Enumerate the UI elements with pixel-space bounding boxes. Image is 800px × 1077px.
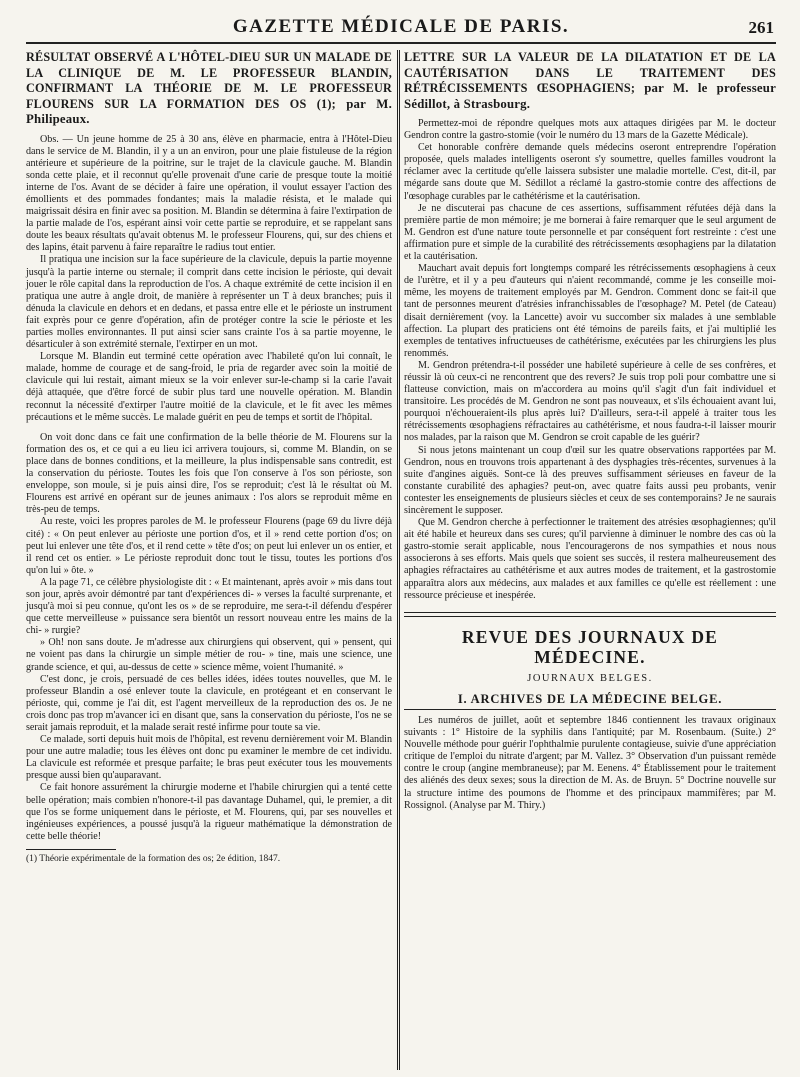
paragraph: On voit donc dans ce fait une confirmation de la belle théorie de M. Flourens sur la formation des os, et ce qui a eu lieu ici arrivera toujours, si, comme M. Blandin, on se place dans de bonnes conditions, et la meilleure, la plus indispensable sans contredit, est la conservation du périoste. Toutes les fois que l'on conserve à l'os son périoste, son enveloppe, son moule, si je puis ainsi dire, l'os se reproduit; c'est là le résultat où M. Flourens est arrivé en opérant sur de jeunes animaux : l'os alors se reproduit même en très-peu de temps. [26,431,392,516]
paragraph: Obs. — Un jeune homme de 25 à 30 ans, élève en pharmacie, entra à l'Hôtel-Dieu dans le service de M. Blandin, il y a un an environ, pour une plaie fistuleuse de la région antérieure et supérieure de la poitrine, sur le trajet de la clavicule gauche. M. Blandin sonda cette plaie, et il reconnut qu'elle provenait d'une carie de presque toute la moitié interne de l'os. Avant de se décider à faire une opération, il voulut essayer l'action des émollients et des pommades fondantes; mais la maladie résista, et le malade qui maigrissait désira en finir avec sa position. M. Blandin se détermina à faire l'extirpation de la partie malade de l'os, espérant ainsi voir cette partie se reproduire, et se rappelant sans doute les beaux résultats qu'avait obtenus M. le professeur Flourens, qui, sur des chiens et des lapins, était parvenu à faire reparaître le radius tout entier. [26,133,392,254]
columns [26,50,776,1070]
byline: par M. le professeur Sédillot, à Strasbourg. [404,81,776,111]
page-number: 261 [748,18,774,37]
paragraph: Si nous jetons maintenant un coup d'œil sur les quatre observations rapportées par M. Gendron, nous en trouvons trois appartenant à des dysphagies très-récentes, survenues à la suite d'angines aiguës. Sont-ce là des preuves suffisamment sérieuses en faveur de la constante curabilité des aphagies? peut-on, avec quatre faits aussi peu probants, venir contester les enseignements de plusieurs siècles et ceux de ses contemporains? Je ne saurais sincèrement le supposer. [404,444,776,516]
paragraph: C'est donc, je crois, persuadé de ces belles idées, idées toutes nouvelles, que M. le professeur Blandin a osé enlever toute la clavicule, en protégeant et en conservant le périoste, qui, comme je l'ai dit, est l'agent merveilleux de la reproduction des os. Je ne crois donc pas trop m'avancer ici en disant que, sans la conservation du périoste, l'os ne se serait jamais reproduit, et la malade serait resté infirme pour toute sa vie. [26,673,392,733]
paragraph: Les numéros de juillet, août et septembre 1846 contiennent les travaux originaux suivants : 1° Histoire de la syphilis dans l'antiquité; par M. Rosenbaum. (Suite.) 2° Nouvelle méthode pour guérir l'ophthalmie purulente contagieuse, suivie d'une appréciation critique de l'emploi du nitrate d'argent; par M. Vallez. 3° Observation d'un puissant remède contre le croup (angine membraneuse); par M. Eenens. 4° Établissement pour le traitement des aliénés des deux sexes; sous la direction de M. As. de Bruyn. 5° Doctrine nouvelle sur la structure intime des poumons de l'homme et des principaux mammifères; par M. Rossignol. (Analyse par M. Thiry.) [404,714,776,811]
left-column [26,50,392,865]
archives-heading: I. ARCHIVES DE LA MÉDECINE BELGE. [404,693,776,710]
section-separator [404,612,776,617]
footnote-rule [26,849,116,850]
paragraph: Que M. Gendron cherche à perfectionner le traitement des atrésies œsophagiennes; qu'il ait été habile et heureux dans ses cures; qu'il parvienne à diminuer le nombre des cas où la gastro-stomie serait applicable, nous l'encouragerons de nos sympathies et nous nous associerons à ses efforts. Mais quels que soient ses succès, il restera malheureusement des aphagies réfractaires au cathétérisme et aux autres modes de traitement, et la gastrostomie apparaîtra alors aux médecins, aux malades et aux familles ce qu'elle est réellement : une ressource précieuse et inespérée. [404,517,776,601]
right-column [404,50,776,812]
paragraph: Ce malade, sorti depuis huit mois de l'hôpital, est revenu dernièrement voir M. Blandin pour une autre maladie; tous les élèves ont donc pu examiner le membre de cet individu. La clavicule est reformée et presque parfaite; le bras peut exécuter tous les mouvements presque aussi bien qu'auparavant. [26,734,392,782]
byline: par M. Philipeaux. [26,96,392,126]
title-text: RÉSULTAT OBSERVÉ A L'HÔTEL-DIEU SUR UN MALADE DE LA CLINIQUE DE M. LE PROFESSEUR BLANDIN, CONFIRMANT LA THÉORIE DE M. LE PROFESSEUR FLOURENS SUR LA FORMATION DES OS (1); [26,50,392,111]
paragraph: Au reste, voici les propres paroles de M. le professeur Flourens (page 69 du livre déjà cité) : « On peut enlever au périoste une portion d'os, et il » rend cette portion d'os; on peut lui enlever une tête d'os, et il rend cette » tête d'os; on peut lui enlever un os entier, et il rend cet os entier. » Le périoste reproduit donc tout le tissu, toutes les portions d'os qu'on lui » ôte. » [26,516,392,576]
paragraph: » Oh! non sans doute. Je m'adresse aux chirurgiens qui observent, qui » pensent, qui ne voient pas dans la chirurgie un simple métier de rou- » tine, mais une science, une grande science, et qui, au-dessus de cette » science même, voient l'humanité. » [26,637,392,673]
paragraph: Mauchart avait depuis fort longtemps comparé les rétrécissements œsophagiens à ceux de l'urètre, et il y a peu d'auteurs qui n'aient recommandé, comme je les conseille moi-même, les moyens de traitement employés par M. Gendron. Comment donc se fait-il que tant de personnes meurent d'atrésies infranchissables de l'œsophage? M. Petel (de Cateau) disait dernièrement (voy. la Lancette) avoir vu succomber six malades à une semblable affection. La plupart des praticiens ont été témoins de pareils faits, et j'ai multiplié les exemples de tentatives infructueuses de cathétérisme, exécutées par les chirurgiens les plus renommés. [404,263,776,359]
journal-title: GAZETTE MÉDICALE DE PARIS. [232,16,570,37]
article-title-sedillot [404,50,776,112]
title-text: LETTRE SUR LA VALEUR DE LA DILATATION ET DE LA CAUTÉRISATION DANS LE TRAITEMENT DES RÉTRÉCISSEMENTS ŒSOPHAGIENS; [404,50,776,95]
paragraph: Cet honorable confrère demande quels médecins oseront entreprendre l'opération proposée, quels malades intelligents oseront s'y soumettre, quelles familles voudront la réclamer avec la certitude qu'elle laissera subsister une maladie mortelle. C'est, dit-il, par mégarde sans doute que M. Sédillot a réclamé la gastro-stomie contre des affections de l'œsophage curables par le cathétérisme et la cautérisation. [404,142,776,202]
paragraph: Lorsque M. Blandin eut terminé cette opération avec l'habileté qu'on lui connaît, le malade, homme de courage et de sang-froid, le pria de regarder avec soin la moitié de clavicule qui lui restait, aimant mieux se la voir enlever sur-le-champ si la carie l'avait déjà attaquée, que d'être forcé de subir plus tard une nouvelle opération. M. Blandin reconnut la nécessité d'extirper l'autre moitié de la clavicule, et le fit avec les mêmes précautions et le même succès. Le malade guérit en peu de temps et sortit de l'hôpital. [26,351,392,423]
paragraph: Je ne discuterai pas chacune de ces assertions, suffisamment réfutées déjà dans la première partie de mon mémoire; je me bornerai à faire remarquer que le seul argument de M. Gendron est d'une nature toute personnelle et par conséquent fort restreinte : c'est une affirmation pure et simple de la curabilité des rétrécissements œsophagiens par la dilatation et la cautérisation. [404,202,776,263]
footnote: (1) Théorie expérimentale de la formation des os; 2e édition, 1847. [26,853,281,864]
article-title-philipeaux [26,50,392,128]
page-header [26,14,776,44]
paragraph: Ce fait honore assurément la chirurgie moderne et l'habile chirurgien qui a tenté cette belle opération; mais combien n'honore-t-il pas davantage Duhamel, qui, le premier, a dit que l'os se forme uniquement dans le périoste, et M. Flourens, qui, par ses nouvelles et ingénieuses expériences, a poussé jusqu'à la rigueur mathématique la démonstration de cette belle théorie! [26,782,392,842]
paragraph: A la page 71, ce célèbre physiologiste dit : « Et maintenant, après avoir » mis dans tout son jour, après avoir démontré par tant d'expériences di- » verses la faculté surprenante, et jusqu'à moi si peu connue, qu'ont les os » de se reproduire, me sera-t-il défendu d'espérer que cette merveilleuse » puissance sera bientôt un ressort nouveau entre les mains de la chi- » rurgie? [26,576,392,637]
revue-subheading: JOURNAUX BELGES. [527,672,653,684]
paragraph: Il pratiqua une incision sur la face supérieure de la clavicule, depuis la partie moyenne jusqu'à la partie interne ou sternale; il comprit dans cette incision le périoste, qui devait jouer le rôle capital dans la reproduction de l'os. A chaque extrémité de cette incision il en pratiqua une autre à angle droit, de manière à représenter un T à deux branches; puis il dénuda la clavicule en dehors et en dedans, et passa entre elle et le périoste un instrument fait exprès pour ce genre d'opération, afin de protéger contre la scie le périoste et les parties molles environnantes. Il put ainsi scier sans crainte l'os à sa partie moyenne, le désarticuler à son extrémité sternale, l'extirper en un mot. [26,254,392,351]
paragraph: Permettez-moi de répondre quelques mots aux attaques dirigées par M. le docteur Gendron contre la gastro-stomie (voir le numéro du 13 mars de la Gazette Médicale). [404,118,776,142]
column-divider [397,50,400,1070]
revue-heading: REVUE DES JOURNAUX DE MÉDECINE. [461,626,719,667]
paragraph: M. Gendron prétendra-t-il posséder une habileté supérieure à celle de ses confrères, et réussir là où ceux-ci ne rencontrent que des revers? Je suis trop poli pour combattre une si flatteuse conviction, mais on m'accordera au moins qu'il s'agit d'un fait individuel et transitoire. Les procédés de M. Gendron ne sont pas nouveaux, et s'ils échouaient avant lui, pourquoi n'échoueraient-ils plus après lui? D'ailleurs, sera-t-il appelé à traiter tous les rétrécissements œsophagiens réfractaires au cathétérisme, et nous faudra-t-il laisser mourir nos malades, par la raison que M. Gendron se croit capable de les guérir? [404,359,776,444]
